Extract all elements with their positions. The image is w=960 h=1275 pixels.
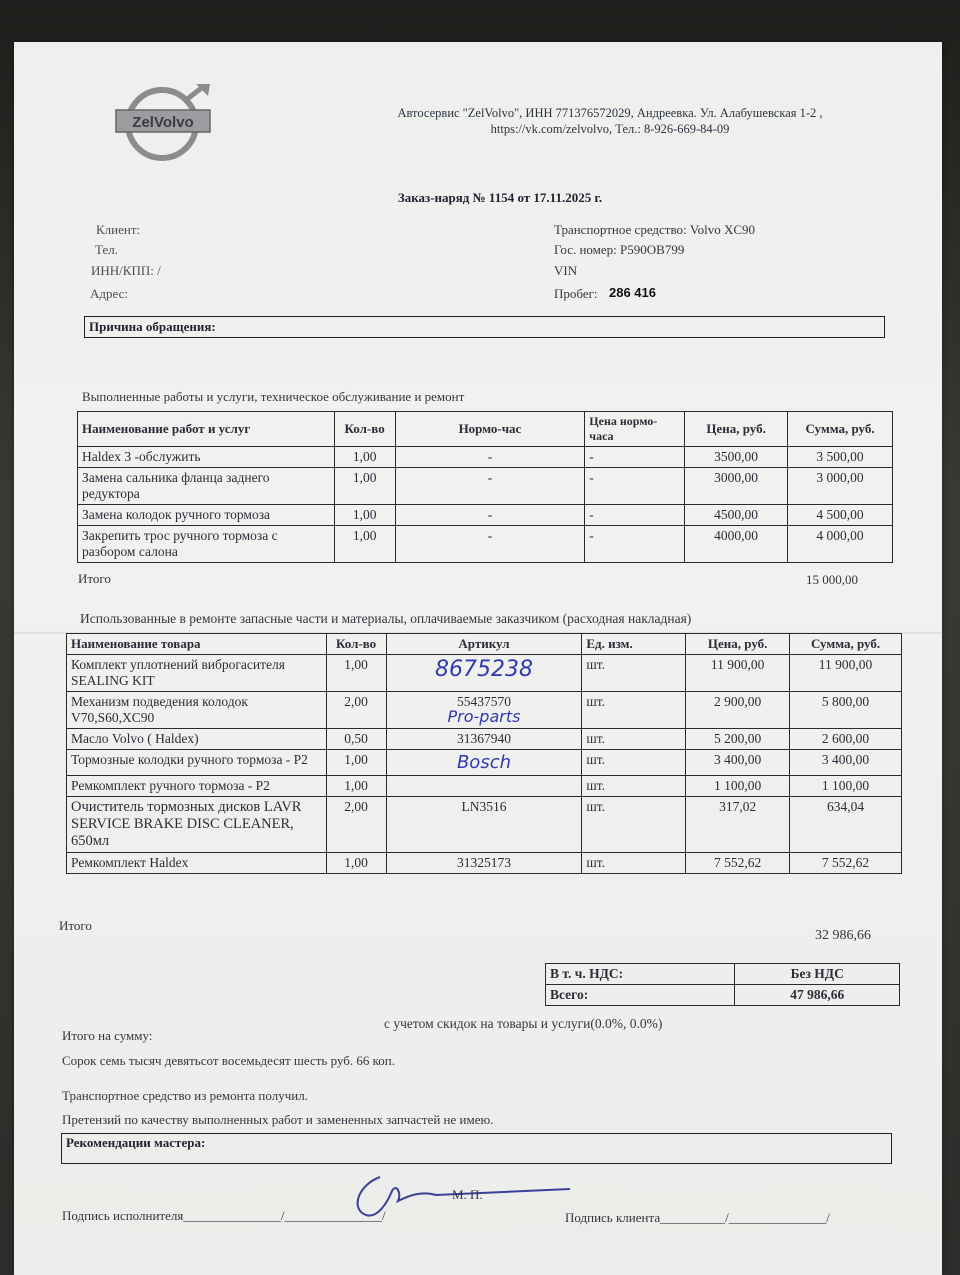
phone-label: Тел. (95, 242, 118, 257)
work-qty: 1,00 (334, 447, 395, 468)
table-row (78, 447, 893, 468)
no-claims-text: Претензий по качеству выполненных работ и замененных запчастей не имею. (62, 1112, 494, 1127)
table-row (78, 505, 893, 526)
handwritten-brand: Pro-parts (447, 707, 521, 726)
work-hour-price: - (585, 526, 685, 563)
sum-in-words: Сорок семь тысяч девятьсот восемьдесят шесть руб. 66 коп. (62, 1053, 395, 1068)
grand-total-value: 47 986,66 (735, 985, 900, 1006)
part-article: 31367940 (386, 729, 582, 750)
work-hour-price: - (585, 447, 685, 468)
part-article (386, 692, 582, 729)
handwritten-article: 8675238 (434, 657, 533, 682)
part-sum: 1 100,00 (790, 776, 902, 797)
part-sum: 5 800,00 (790, 692, 902, 729)
part-sum: 7 552,62 (790, 853, 902, 874)
works-col-hour-price: Цена нормо-часа (585, 412, 685, 447)
client-label: Клиент: (96, 222, 141, 237)
work-name: Замена сальника фланца заднего редуктора (78, 468, 335, 505)
part-article: 31325173 (386, 853, 582, 874)
parts-total-value: 32 986,66 (815, 928, 871, 943)
company-line-2: https://vk.com/zelvolvo, Тел.: 8-926-669-84-09 (490, 122, 730, 136)
part-unit: шт. (582, 853, 686, 874)
work-hour-price: - (585, 468, 685, 505)
reason-box (84, 316, 885, 338)
works-col-qty: Кол-во (334, 412, 395, 447)
part-price: 2 900,00 (686, 692, 790, 729)
work-price: 4500,00 (685, 505, 788, 526)
works-col-hours: Нормо-час (395, 412, 585, 447)
table-row (78, 526, 893, 563)
part-article: LN3516 (386, 797, 582, 853)
work-price: 3500,00 (685, 447, 788, 468)
part-qty: 0,50 (326, 729, 386, 750)
work-name: Закрепить трос ручного тормоза с разбором салона (78, 526, 335, 563)
works-total-value: 15 000,00 (806, 572, 858, 587)
part-price: 11 900,00 (686, 655, 790, 692)
part-name: Ремкомплект Haldex (67, 853, 327, 874)
work-price: 4000,00 (685, 526, 788, 563)
grand-total-label: Всего: (546, 985, 735, 1006)
parts-col-price: Цена, руб. (686, 634, 790, 655)
part-article (386, 655, 582, 692)
executor-sign-label: Подпись исполнителя (62, 1208, 184, 1223)
parts-col-unit: Ед. изм. (582, 634, 686, 655)
part-unit: шт. (582, 750, 686, 776)
parts-header-row (67, 634, 902, 655)
part-qty: 1,00 (326, 853, 386, 874)
inn-label: ИНН/КПП: / (91, 263, 161, 278)
table-row (67, 692, 902, 729)
part-article (386, 750, 582, 776)
recommendations-box (61, 1133, 892, 1164)
parts-col-name: Наименование товара (67, 634, 327, 655)
part-price: 1 100,00 (686, 776, 790, 797)
client-sign-label: Подпись клиента (565, 1210, 661, 1225)
work-hours: - (395, 468, 585, 505)
parts-table (66, 633, 902, 874)
work-sum: 4 000,00 (788, 526, 893, 563)
part-sum: 2 600,00 (790, 729, 902, 750)
part-sum: 11 900,00 (790, 655, 902, 692)
work-hours: - (395, 447, 585, 468)
parts-col-qty: Кол-во (326, 634, 386, 655)
part-article-code: 55437570 (456, 694, 511, 709)
part-price: 3 400,00 (686, 750, 790, 776)
work-name: Haldex 3 -обслужить (78, 447, 335, 468)
work-sum: 4 500,00 (788, 505, 893, 526)
part-unit: шт. (582, 655, 686, 692)
part-price: 5 200,00 (686, 729, 790, 750)
mileage-label: Пробег: (554, 286, 598, 301)
part-unit: шт. (582, 776, 686, 797)
part-name: Тормозные колодки ручного тормоза - P2 (67, 750, 327, 776)
part-qty: 2,00 (326, 692, 386, 729)
part-name: Очиститель тормозных дисков LAVR SERVICE BRAKE DISC CLEANER, 650мл (67, 797, 327, 853)
part-unit: шт. (582, 729, 686, 750)
address-label: Адрес: (90, 286, 128, 301)
part-unit: шт. (582, 797, 686, 853)
part-qty: 2,00 (326, 797, 386, 853)
work-qty: 1,00 (334, 505, 395, 526)
part-qty: 1,00 (326, 750, 386, 776)
works-section-title: Выполненные работы и услуги, техническое обслуживание и ремонт (82, 389, 465, 404)
work-qty: 1,00 (334, 526, 395, 563)
part-unit: шт. (582, 692, 686, 729)
table-row (67, 853, 902, 874)
work-qty: 1,00 (334, 468, 395, 505)
reason-label: Причина обращения: (89, 319, 216, 334)
handwritten-brand: Bosch (456, 752, 511, 773)
parts-col-article: Артикул (386, 634, 582, 655)
work-name: Замена колодок ручного тормоза (78, 505, 335, 526)
work-hours: - (395, 505, 585, 526)
work-hour-price: - (585, 505, 685, 526)
part-article (386, 776, 582, 797)
table-row (78, 468, 893, 505)
parts-col-sum: Сумма, руб. (790, 634, 902, 655)
works-total-label: Итого (78, 571, 111, 586)
svg-text:ZelVolvo: ZelVolvo (132, 114, 194, 131)
table-row (67, 655, 902, 692)
work-sum: 3 000,00 (788, 468, 893, 505)
vat-label: В т. ч. НДС: (546, 964, 735, 985)
work-price: 3000,00 (685, 468, 788, 505)
table-row (67, 750, 902, 776)
works-table (77, 411, 893, 563)
order-title: Заказ-наряд № 1154 от 17.11.2025 г. (397, 190, 603, 205)
work-sum: 3 500,00 (788, 447, 893, 468)
client-sign-area: Подпись клиента__________/_______________/ (565, 1210, 830, 1225)
part-name: Механизм подведения колодок V70,S60,XC90 (67, 692, 327, 729)
company-line-1: Автосервис "ZelVolvo", ИНН 771376572029, Андреевка. Ул. Алабушевская 1-2 , (397, 106, 823, 120)
vat-row (546, 964, 900, 985)
table-row (67, 776, 902, 797)
mileage-value: 286 416 (609, 285, 656, 300)
part-sum: 634,04 (790, 797, 902, 853)
part-sum: 3 400,00 (790, 750, 902, 776)
zelvolvo-logo (114, 84, 214, 162)
vehicle-received-text: Транспортное средство из ремонта получил. (62, 1088, 308, 1103)
table-row (67, 797, 902, 853)
recommendations-label: Рекомендации мастера: (66, 1135, 206, 1150)
part-qty: 1,00 (326, 776, 386, 797)
plate-label: Гос. номер: Р590ОВ799 (554, 242, 685, 257)
vehicle-label: Транспортное средство: Volvo XC90 (554, 222, 756, 237)
parts-total-label: Итого (59, 918, 92, 933)
vat-value: Без НДС (735, 964, 900, 985)
company-header (330, 105, 890, 137)
part-name: Ремкомплект ручного тормоза - P2 (67, 776, 327, 797)
works-col-sum: Сумма, руб. (788, 412, 893, 447)
vat-table (545, 963, 900, 1006)
part-price: 7 552,62 (686, 853, 790, 874)
works-col-name: Наименование работ и услуг (78, 412, 335, 447)
part-price: 317,02 (686, 797, 790, 853)
work-hours: - (395, 526, 585, 563)
works-header-row (78, 412, 893, 447)
part-qty: 1,00 (326, 655, 386, 692)
executor-sign-area: Подпись исполнителя_______________/_______________/ (62, 1208, 386, 1223)
part-name: Масло Volvo ( Haldex) (67, 729, 327, 750)
works-col-price: Цена, руб. (685, 412, 788, 447)
parts-section-title: Использованные в ремонте запасные части и материалы, оплачиваемые заказчиком (расходная накладная) (80, 611, 692, 626)
table-row (67, 729, 902, 750)
grand-total-row (546, 985, 900, 1006)
vin-label: VIN (554, 263, 578, 278)
stamp-label: М. П. (452, 1187, 483, 1202)
sum-label: Итого на сумму: (62, 1028, 153, 1043)
discount-note: с учетом скидок на товары и услуги(0.0%, 0.0%) (384, 1016, 663, 1031)
part-name: Комплект уплотнений виброгасителя SEALING KIT (67, 655, 327, 692)
